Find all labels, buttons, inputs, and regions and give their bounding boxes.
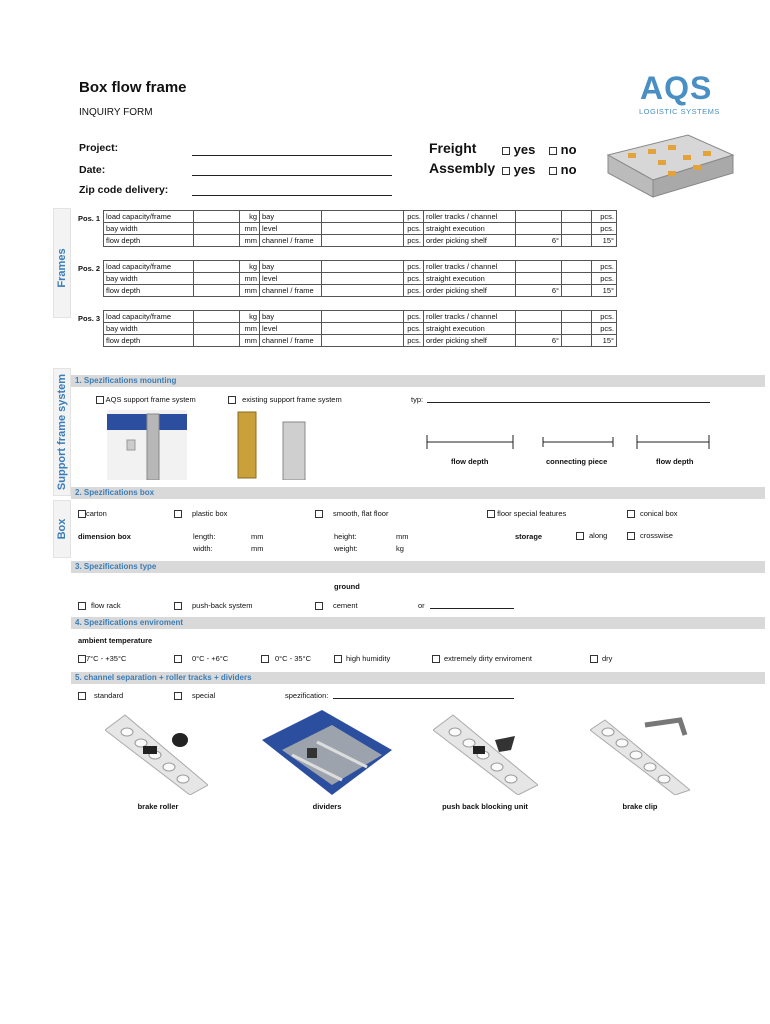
carton-checkbox[interactable]	[78, 510, 86, 518]
conical-box-label: conical box	[640, 509, 678, 518]
push-back-checkbox[interactable]	[174, 602, 182, 610]
row-label: flow depth	[104, 285, 194, 297]
dividers-image	[262, 710, 392, 795]
page-subtitle: INQUIRY FORM	[79, 107, 153, 118]
special-option[interactable]	[174, 691, 215, 700]
row-label-2: level	[260, 273, 322, 285]
unit-label: 15°	[592, 335, 617, 347]
pos-table-row	[104, 311, 617, 323]
freight-yes-label: yes	[513, 142, 536, 157]
assembly-no-checkbox[interactable]	[549, 167, 557, 175]
unit-label: 15°	[592, 235, 617, 247]
value-input[interactable]: 6°	[516, 235, 562, 247]
value-input[interactable]	[516, 323, 562, 335]
zip-label: Zip code delivery:	[79, 184, 169, 196]
section-3-header	[71, 561, 765, 573]
dirty-option[interactable]	[432, 654, 532, 663]
pos-table-row	[104, 335, 617, 347]
value-input[interactable]	[322, 261, 404, 273]
row-label: bay width	[104, 273, 194, 285]
aqs-support-image	[107, 410, 187, 480]
smooth-floor-option[interactable]	[315, 509, 388, 518]
value-input[interactable]	[194, 335, 240, 347]
unit-label: pcs.	[404, 223, 424, 235]
existing-support-option[interactable]	[228, 395, 342, 404]
dirty-label: extremely dirty enviroment	[444, 654, 532, 663]
flow-depth-label-2: flow depth	[656, 457, 694, 466]
value-input[interactable]	[516, 273, 562, 285]
smooth-floor-checkbox[interactable]	[315, 510, 323, 518]
row-label-2: bay	[260, 261, 322, 273]
value-input[interactable]	[322, 223, 404, 235]
carton-option[interactable]	[78, 509, 107, 518]
value-input[interactable]	[322, 323, 404, 335]
freight-no-option[interactable]	[549, 142, 577, 157]
pos-label: Pos. 1	[78, 214, 101, 223]
value-input[interactable]	[516, 211, 562, 223]
row-label-2: bay	[260, 311, 322, 323]
zip-field[interactable]	[192, 195, 392, 196]
pos-table-row	[104, 285, 617, 297]
company-logo	[634, 70, 734, 120]
row-label: bay width	[104, 223, 194, 235]
row-label-3: roller tracks / channel	[424, 311, 516, 323]
temp-2-checkbox[interactable]	[174, 655, 182, 663]
row-label-2: channel / frame	[260, 285, 322, 297]
unit-label: pcs.	[404, 235, 424, 247]
value-input[interactable]	[194, 211, 240, 223]
freight-label: Freight	[429, 140, 477, 156]
value-input[interactable]	[194, 285, 240, 297]
value-input[interactable]	[194, 273, 240, 285]
width-unit: mm	[251, 544, 264, 553]
rack-illustration	[598, 125, 738, 200]
temp-2-label: 0°C - +6°C	[192, 654, 229, 663]
unit-label: mm	[240, 323, 260, 335]
pos-table-row	[104, 223, 617, 235]
crosswise-label: crosswise	[640, 531, 673, 540]
unit-label: kg	[240, 311, 260, 323]
conical-box-checkbox[interactable]	[627, 510, 635, 518]
along-checkbox[interactable]	[576, 532, 584, 540]
assembly-no-label: no	[560, 162, 577, 177]
freight-yes-checkbox[interactable]	[502, 147, 510, 155]
temp-3-checkbox[interactable]	[261, 655, 269, 663]
ground-other-field[interactable]	[430, 608, 514, 609]
spezification-label: spezification:	[285, 691, 329, 700]
value-input[interactable]	[322, 335, 404, 347]
unit-label: pcs.	[592, 223, 617, 235]
unit-label: pcs.	[592, 211, 617, 223]
freight-no-label: no	[560, 142, 577, 157]
along-label: along	[589, 531, 608, 540]
unit-label: pcs.	[404, 211, 424, 223]
dry-label: dry	[602, 654, 613, 663]
value-input[interactable]	[322, 311, 404, 323]
value-input[interactable]	[322, 273, 404, 285]
temp-3-option[interactable]	[261, 654, 311, 663]
dry-checkbox[interactable]	[590, 655, 598, 663]
flow-rack-checkbox[interactable]	[78, 602, 86, 610]
dimension-box-label: dimension box	[78, 532, 131, 541]
value-input[interactable]: 6°	[516, 335, 562, 347]
assembly-no-option[interactable]	[549, 162, 577, 177]
pos-table-row	[104, 273, 617, 285]
crosswise-option[interactable]	[627, 531, 673, 540]
value-input[interactable]	[562, 223, 592, 235]
unit-label: mm	[240, 335, 260, 347]
push-back-blocking-caption: push back blocking unit	[442, 802, 528, 811]
section-1-title: 1. Spezifications mounting	[75, 376, 177, 385]
push-back-label: push-back system	[192, 601, 253, 610]
value-input[interactable]	[562, 323, 592, 335]
flow-rack-label: flow rack	[91, 601, 121, 610]
brake-roller-caption: brake roller	[137, 802, 179, 811]
typ-label: typ:	[411, 395, 424, 404]
flow-rack-option[interactable]	[78, 601, 121, 610]
temp-3-label: 0°C - 35°C	[275, 654, 312, 663]
unit-label: kg	[240, 261, 260, 273]
standard-checkbox[interactable]	[78, 692, 86, 700]
value-input[interactable]	[516, 311, 562, 323]
row-label-2: channel / frame	[260, 335, 322, 347]
standard-label: standard	[94, 691, 124, 700]
cement-label: cement	[333, 601, 358, 610]
unit-label: pcs.	[592, 311, 617, 323]
aqs-support-checkbox[interactable]	[96, 396, 104, 404]
unit-label: kg	[240, 211, 260, 223]
pos-table	[103, 260, 617, 297]
height-unit: mm	[396, 532, 409, 541]
brake-clip-caption: brake clip	[622, 802, 658, 811]
floor-special-checkbox[interactable]	[487, 510, 495, 518]
row-label-2: level	[260, 223, 322, 235]
row-label-3: roller tracks / channel	[424, 211, 516, 223]
temp-1-option[interactable]	[78, 654, 126, 663]
temp-2-option[interactable]	[174, 654, 228, 663]
row-label: flow depth	[104, 335, 194, 347]
section-5-header	[71, 672, 765, 684]
aqs-support-option[interactable]	[96, 395, 196, 404]
unit-label: pcs.	[404, 261, 424, 273]
plastic-box-checkbox[interactable]	[174, 510, 182, 518]
support-side-label: Support frame system	[56, 373, 68, 491]
storage-label: storage	[515, 532, 543, 541]
brake-roller-image	[105, 710, 208, 795]
row-label: load capacity/frame	[104, 311, 194, 323]
value-input[interactable]	[562, 273, 592, 285]
section-5-title: 5. channel separation + roller tracks + dividers	[75, 673, 252, 682]
unit-label: pcs.	[592, 323, 617, 335]
row-label-3: roller tracks / channel	[424, 261, 516, 273]
value-input[interactable]	[562, 211, 592, 223]
section-1-header	[71, 375, 765, 387]
special-checkbox[interactable]	[174, 692, 182, 700]
carton-label: carton	[86, 509, 107, 518]
value-input[interactable]	[194, 223, 240, 235]
humidity-option[interactable]	[334, 654, 390, 663]
section-2-title: 2. Spezifications box	[75, 488, 155, 497]
row-label-2: level	[260, 323, 322, 335]
unit-label: pcs.	[404, 311, 424, 323]
unit-label: pcs.	[592, 273, 617, 285]
page-title: Box flow frame	[79, 79, 187, 96]
humidity-checkbox[interactable]	[334, 655, 342, 663]
value-input[interactable]	[562, 285, 592, 297]
unit-label: mm	[240, 273, 260, 285]
unit-label: pcs.	[404, 285, 424, 297]
existing-support-image	[233, 410, 313, 480]
value-input[interactable]	[516, 261, 562, 273]
unit-label: pcs.	[404, 323, 424, 335]
unit-label: mm	[240, 223, 260, 235]
push-back-blocking-image	[433, 710, 538, 795]
unit-label: 15°	[592, 285, 617, 297]
length-unit: mm	[251, 532, 264, 541]
logo-text: AQS	[640, 70, 713, 106]
dividers-caption: dividers	[312, 802, 342, 811]
section-2-header	[71, 487, 765, 499]
pos-table	[103, 210, 617, 247]
along-option[interactable]	[576, 531, 607, 540]
flow-depth-label-1: flow depth	[451, 457, 489, 466]
aqs-support-label: AQS support frame system	[105, 395, 196, 404]
cement-checkbox[interactable]	[315, 602, 323, 610]
spezification-field[interactable]	[333, 698, 514, 699]
row-label-2: channel / frame	[260, 235, 322, 247]
connecting-piece-label: connecting piece	[546, 457, 608, 466]
pos-table-row	[104, 211, 617, 223]
row-label-3: straight execution	[424, 223, 516, 235]
existing-support-label: existing support frame system	[242, 395, 342, 404]
logo-subtext: LOGISTIC SYSTEMS	[639, 107, 720, 116]
value-input[interactable]	[322, 285, 404, 297]
row-label-3: order picking shelf	[424, 335, 516, 347]
project-label: Project:	[79, 142, 119, 154]
pos-table-row	[104, 235, 617, 247]
ambient-label: ambient temperature	[78, 636, 153, 645]
row-label-3: straight execution	[424, 323, 516, 335]
special-label: special	[192, 691, 216, 700]
assembly-label: Assembly	[429, 160, 496, 176]
frames-side-label: Frames	[56, 248, 68, 288]
value-input[interactable]	[194, 311, 240, 323]
assembly-yes-label: yes	[513, 162, 536, 177]
floor-special-label: floor special features	[497, 509, 567, 518]
row-label-3: order picking shelf	[424, 235, 516, 247]
unit-label: pcs.	[592, 261, 617, 273]
value-input[interactable]	[562, 335, 592, 347]
row-label: load capacity/frame	[104, 261, 194, 273]
row-label: flow depth	[104, 235, 194, 247]
dry-option[interactable]	[590, 654, 612, 663]
row-label-3: order picking shelf	[424, 285, 516, 297]
pos-table	[103, 310, 617, 347]
value-input[interactable]	[194, 235, 240, 247]
value-input[interactable]	[194, 323, 240, 335]
value-input[interactable]: 6°	[516, 285, 562, 297]
freight-no-checkbox[interactable]	[549, 147, 557, 155]
unit-label: pcs.	[404, 335, 424, 347]
section-3-title: 3. Spezifications type	[75, 562, 157, 571]
standard-option[interactable]	[78, 691, 123, 700]
dirty-checkbox[interactable]	[432, 655, 440, 663]
value-input[interactable]	[562, 261, 592, 273]
box-side-label: Box	[56, 518, 68, 540]
assembly-yes-checkbox[interactable]	[502, 167, 510, 175]
row-label-3: straight execution	[424, 273, 516, 285]
temp-1-label: 7°C - +35°C	[86, 654, 127, 663]
existing-support-checkbox[interactable]	[228, 396, 236, 404]
row-label-2: bay	[260, 211, 322, 223]
project-field[interactable]	[192, 155, 392, 156]
or-label: or	[418, 601, 425, 610]
value-input[interactable]	[322, 211, 404, 223]
humidity-label: high humidity	[346, 654, 391, 663]
value-input[interactable]	[562, 235, 592, 247]
weight-unit: kg	[396, 544, 404, 553]
section-4-header	[71, 617, 765, 629]
pos-label: Pos. 2	[78, 264, 101, 273]
row-label: load capacity/frame	[104, 211, 194, 223]
temp-1-checkbox[interactable]	[78, 655, 86, 663]
value-input[interactable]	[516, 223, 562, 235]
smooth-floor-label: smooth, flat floor	[333, 509, 389, 518]
conical-box-option[interactable]	[627, 509, 678, 518]
weight-label: weight:	[334, 544, 358, 553]
length-label: length:	[193, 532, 216, 541]
unit-label: mm	[240, 235, 260, 247]
height-label: height:	[334, 532, 357, 541]
push-back-option[interactable]	[174, 601, 252, 610]
date-label: Date:	[79, 164, 106, 176]
unit-label: pcs.	[404, 273, 424, 285]
pos-label: Pos. 3	[78, 314, 101, 323]
crosswise-checkbox[interactable]	[627, 532, 635, 540]
value-input[interactable]	[194, 261, 240, 273]
value-input[interactable]	[322, 235, 404, 247]
row-label: bay width	[104, 323, 194, 335]
brake-clip-image	[590, 710, 690, 795]
width-label: width:	[193, 544, 213, 553]
ground-label: ground	[334, 582, 360, 591]
date-field[interactable]	[192, 175, 392, 176]
assembly-yes-option[interactable]	[502, 162, 535, 177]
cement-option[interactable]	[315, 601, 358, 610]
pos-table-row	[104, 261, 617, 273]
freight-yes-option[interactable]	[502, 142, 535, 157]
unit-label: mm	[240, 285, 260, 297]
pos-table-row	[104, 323, 617, 335]
section-4-title: 4. Spezifications enviroment	[75, 618, 184, 627]
value-input[interactable]	[562, 311, 592, 323]
plastic-box-option[interactable]	[174, 509, 227, 518]
typ-field[interactable]	[427, 402, 710, 403]
plastic-box-label: plastic box	[192, 509, 228, 518]
floor-special-option[interactable]	[487, 509, 566, 518]
depth-dimension-lines	[425, 435, 715, 449]
